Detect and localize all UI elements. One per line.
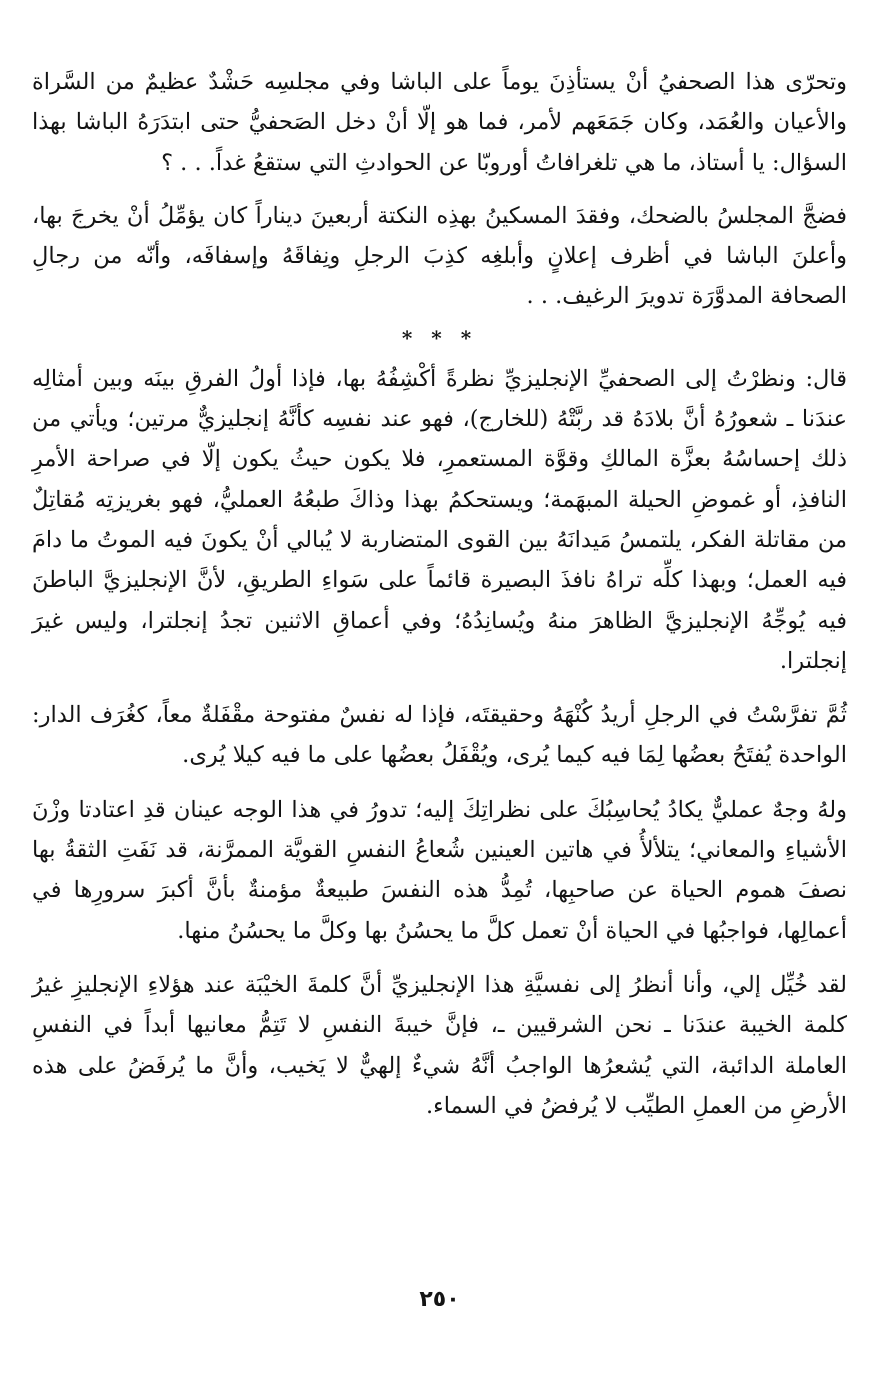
paragraph-3: قال: ونظرْتُ إلى الصحفيِّ الإنجليزيِّ نظرةً أكْشِفُهُ بها، فإذا أولُ الفرقِ بينَه وبين أمثالِه عندَنا ـ شعورُهُ أنَّ بلادَهُ قد ربَّتْهُ (للخارج)، فهو عند نفسِه كأنَّهُ إنجليزيٌّ مرتين؛ ويأتي من ذلك إحساسُهُ بعزَّة المالكِ وقوَّة المستعمرِ، فلا يكون حيثُ يكون إلّا في صراحة الأمرِ النافذِ، أو غموضِ الحيلة المبهَمة؛ ويستحكمُ بهذا وذاكَ طبعُهُ العمليُّ، فهو بغريزتِه مُقاتِلٌ من مقاتلة الفكر، يلتمسُ مَيدانَهُ بين القوى المتضاربة لا يُبالي أنْ يكونَ فيه الموتُ ما دامَ فيه العمل؛ وبهذا كلِّه تراهُ نافذَ البصيرة قائماً على سَواءِ الطريقِ، لأنَّ الإنجليزيَّ الباطنَ فيه يُوجِّهُ الإنجليزيَّ الظاهرَ منهُ ويُسانِدُهُ؛ وفي أعماقِ الاثنين تجدُ إنجلترا، وليس غيرَ إنجلترا. [32,365,847,674]
paragraph-spacer [32,776,847,790]
page-body [32,62,847,1126]
paragraph-spacer [32,183,847,196]
section-separator-stars: * * * [401,325,478,350]
paragraph-1: وتحرّى هذا الصحفيُ أنْ يستأذِنَ يوماً على الباشا وفي مجلسِه حَشْدٌ عظيمٌ من السَّراة والأعيان والعُمَد، وكان جَمَعَهم لأمر، فما هو إلّا أنْ دخل الصَحفيُّ حتى ابتدَرَهُ الباشا بهذا السؤال: يا أستاذ، ما هي تلغرافاتُ أوروبّا عن الحوادثِ التي ستقعُ غداً. . . ؟ [32,69,847,176]
paragraph-spacer [32,951,847,965]
paragraph-6: لقد خُيِّل إلي، وأنا أنظرُ إلى نفسيَّةِ هذا الإنجليزيِّ أنَّ كلمةَ الخيْبَة عند هؤلاءِ الإنجليزِ غيرُ كلمة الخيبة عندَنا ـ نحن الشرقيين ـ، فإنَّ خيبةَ النفسِ لا تَتِمُّ معانيها أبداً في النفسِ العاملة الدائبة، التي يُشعرُها الواجبُ أنَّهُ شيءٌ إلهيٌّ لا يَخيب، وأنَّ ما يُرفَضُ على هذه الأرضِ من العملِ الطيِّب لا يُرفضُ في السماء. [32,971,847,1119]
paragraph-4: ثُمَّ تفرَّسْتُ في الرجلِ أريدُ كُنْهَهُ وحقيقتَه، فإذا له نفسٌ مفتوحة مقْفَلةٌ معاً، كغُرَف الدار: الواحدة يُفتَحُ بعضُها لِمَا فيه كيما يُرى، ويُقْفَلُ بعضُها على ما فيه كيلا يُرى. [32,702,847,769]
paragraph-5: ولهُ وجهٌ عمليٌّ يكادُ يُحاسِبُكَ على نظراتِكَ إليه؛ تدورُ في هذا الوجه عينان قدِ اعتادتا وزْنَ الأشياءِ والمعاني؛ يتلألأُ في هاتين العينين شُعاعُ النفسِ القويَّة الممرَّنة، قد نَفَتِ الثقةُ بها نصفَ هموم الحياة عن صاحبِها، تُمِدُّ هذه النفسَ طبيعةٌ مؤمنةٌ بأنَّ أكبرَ سرورِها في أعمالِها، فواجبُها في الحياة أنْ تعمل كلَّ ما يحسُنُ بها وكلَّ ما يحسُنُ منها. [32,796,847,944]
paragraph-2: فضجَّ المجلسُ بالضحك، وفقدَ المسكينُ بهذِه النكتة أربعينَ ديناراً كان يؤمِّلُ أنْ يخرجَ بها، وأعلنَ الباشا في أظرف إعلانٍ وأبلغِه كذِبَ الرجلِ ونِفاقَهُ وإسفافَه، وأنّه من رجالِ الصحافة المدوَّرَة تدويرَ الرغيف. . . [32,202,847,310]
paragraph-spacer [32,681,847,695]
page-number: ٢٥٠ [419,1287,460,1312]
